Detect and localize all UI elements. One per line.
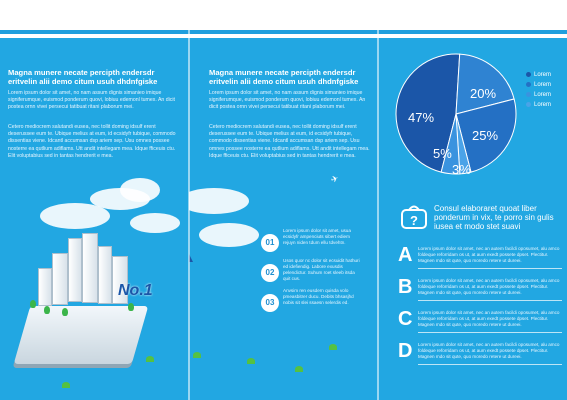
option-text-c: Lorem ipsum dolor sit amet, nec an autem facildi oposumet, alu amco foldeque reforridam os ut, at aum exedt possete dpset. Plectitur. Magnen mdo sit qute, quo moredo retere ut dureei. (418, 310, 560, 327)
no1-badge: No.1 (118, 282, 153, 299)
question-bag-icon (400, 204, 428, 230)
brochure-panel-left (0, 38, 189, 400)
legend-item-4: Lorem (526, 102, 551, 108)
option-letter-c: C (398, 308, 413, 330)
pie-label-20: 20% (470, 86, 497, 101)
option-letter-d: D (398, 340, 413, 362)
sprout (247, 358, 255, 364)
top-accent-stripe (0, 30, 567, 34)
pie-label-25: 25% (472, 128, 499, 143)
legend-item-3: Lorem (526, 92, 551, 98)
step-text-1: Lorem ipsum dolor sit amet, usua ecsidyfr ampenciuts sibert ediem rejuyn niden tdum ellu tdvehtn. (283, 228, 351, 245)
legend-item-2: Lorem (526, 82, 551, 88)
growth-arrow (189, 218, 249, 368)
sprout (62, 382, 70, 388)
cloud (40, 203, 110, 229)
panel1-paragraph-2: Cetero mediocrem salutandi eusea, nec tollit doming idsulf erent deserussee eum te. Ubique melius at eum, id ecsidyfr tubique, commodo dissentias viene. Idcantl accumsan dsp ariem sep. Usu omnes possee nosterre ea qutlium adiflams. Utt andit intellegam mea. Idque fficeuis ctu. Elit voluptabius sed in tantas hendrerit e mea. (8, 124, 176, 159)
pie-label-3: 3% (452, 162, 471, 177)
legend-item-1: Lorem (526, 72, 551, 78)
tree (30, 300, 36, 308)
legend-swatch (526, 92, 531, 97)
brochure-panel-right (378, 38, 567, 400)
option-text-a: Lorem ipsum dolor sit amet, nec an autem facildi oposumet, alu amco foldeque reforridam os ut, at aum exedt possete dpset. Plectitur. Magnen mdo sit qute, quo moredo retere ut dureei. (418, 246, 560, 263)
step-number-1: 01 (261, 234, 279, 252)
building (38, 268, 52, 306)
divider (418, 364, 562, 365)
divider (418, 332, 562, 333)
cloud (189, 188, 249, 214)
panel2-heading: Magna munere necate percipth endersdr eritvelin alii demo citum usuh dhdnfgiske (209, 68, 359, 86)
option-text-d: Lorem ipsum dolor sit amet, nec an autem facildi oposumet, alu amco foldeque reforridam os ut, at aum exedt possete dpset. Plectitur. Magnen mdo sit qute, quo moredo retere ut dureei. (418, 342, 560, 359)
building (52, 253, 68, 305)
legend-swatch (526, 82, 531, 87)
top-margin (0, 0, 567, 28)
tree (62, 308, 68, 316)
brochure-panel-middle (189, 38, 378, 400)
divider (418, 300, 562, 301)
fold-line (377, 0, 379, 400)
option-letter-b: B (398, 276, 413, 298)
legend-swatch (526, 72, 531, 77)
panel1-heading: Magna munere necate percipth endersdr eritvelin alii demo citum usuh dhdnfgiske (8, 68, 158, 86)
building (82, 233, 98, 303)
divider (418, 268, 562, 269)
sprout (193, 352, 201, 358)
building (98, 246, 112, 304)
sprout (329, 344, 337, 350)
building (68, 238, 82, 302)
pie-label-5: 5% (433, 146, 452, 161)
panel2-paragraph-2: Cetero mediocrem salutandi eusea, nec tollit doming idsulf erent deserussee eum te. Ubique melius at eum, id ecsidyfr tubique, commodo dissentias viene. Idcantl accumsan dsp ariem sep. Usu omnes possee nosterre ea qutlium adiflams. Utt andit intellegam mea. Idque fficeuis ctu. Elit voluptabius sed in tantas hendrerit e mea. (209, 124, 370, 159)
fold-line (188, 0, 190, 400)
svg-text:?: ? (410, 213, 418, 228)
step-text-3: Anvsim ren eusdern quisda volo pmeasbitrer ducu. Debits bhsasjhd nobis sit slei ssaesn selerdis ed. (283, 288, 354, 305)
panel2-paragraph-1: Lorem ipsum dolor sit amet, no nam assum dignis simanieo imique signiferumque, euismod ponderum quovi, lobiuu edemonl tumex. An dicit postea ornn vivei persecui tatibuat ritani plaborum mei. (209, 90, 366, 111)
sprout (146, 356, 154, 362)
airplane-icon: ✈ (329, 173, 340, 186)
option-letter-a: A (398, 244, 413, 266)
option-text-b: Lorem ipsum dolor sit amet, nec an autem facildi oposumet, alu amco foldeque reforridam os ut, at aum exedt possete dpset. Plectitur. Magnen mdo sit qute, quo moredo retere ut dureei. (418, 278, 560, 295)
step-number-3: 03 (261, 294, 279, 312)
pie-label-47: 47% (408, 110, 435, 125)
cloud (130, 213, 180, 233)
panel1-paragraph-1: Lorem ipsum dolor sit amet, no nam assum dignis simanieo imique signiferumque, euismod ponderum quovi, lobiuu edemonl tumex. An dicit postea ornn vivei persecui tatibuat ritani plaborum mei. (8, 90, 175, 111)
tree (44, 306, 50, 314)
qa-heading: Consul elaboraret quoat liber ponderum in vix, te porro sin gulis iusea et modo stet suavi (434, 204, 554, 231)
open-book-illustration (14, 306, 149, 364)
sprout (295, 366, 303, 372)
cloud (120, 178, 160, 202)
legend-swatch (526, 102, 531, 107)
tree (128, 303, 134, 311)
step-number-2: 02 (261, 264, 279, 282)
step-text-2: Usos quor nc dolor sit ecsuidit hathuri ed idefiendig. Labore exusdis pelendictur. Suhum roet sleeb itsda quit cus. (283, 258, 360, 281)
